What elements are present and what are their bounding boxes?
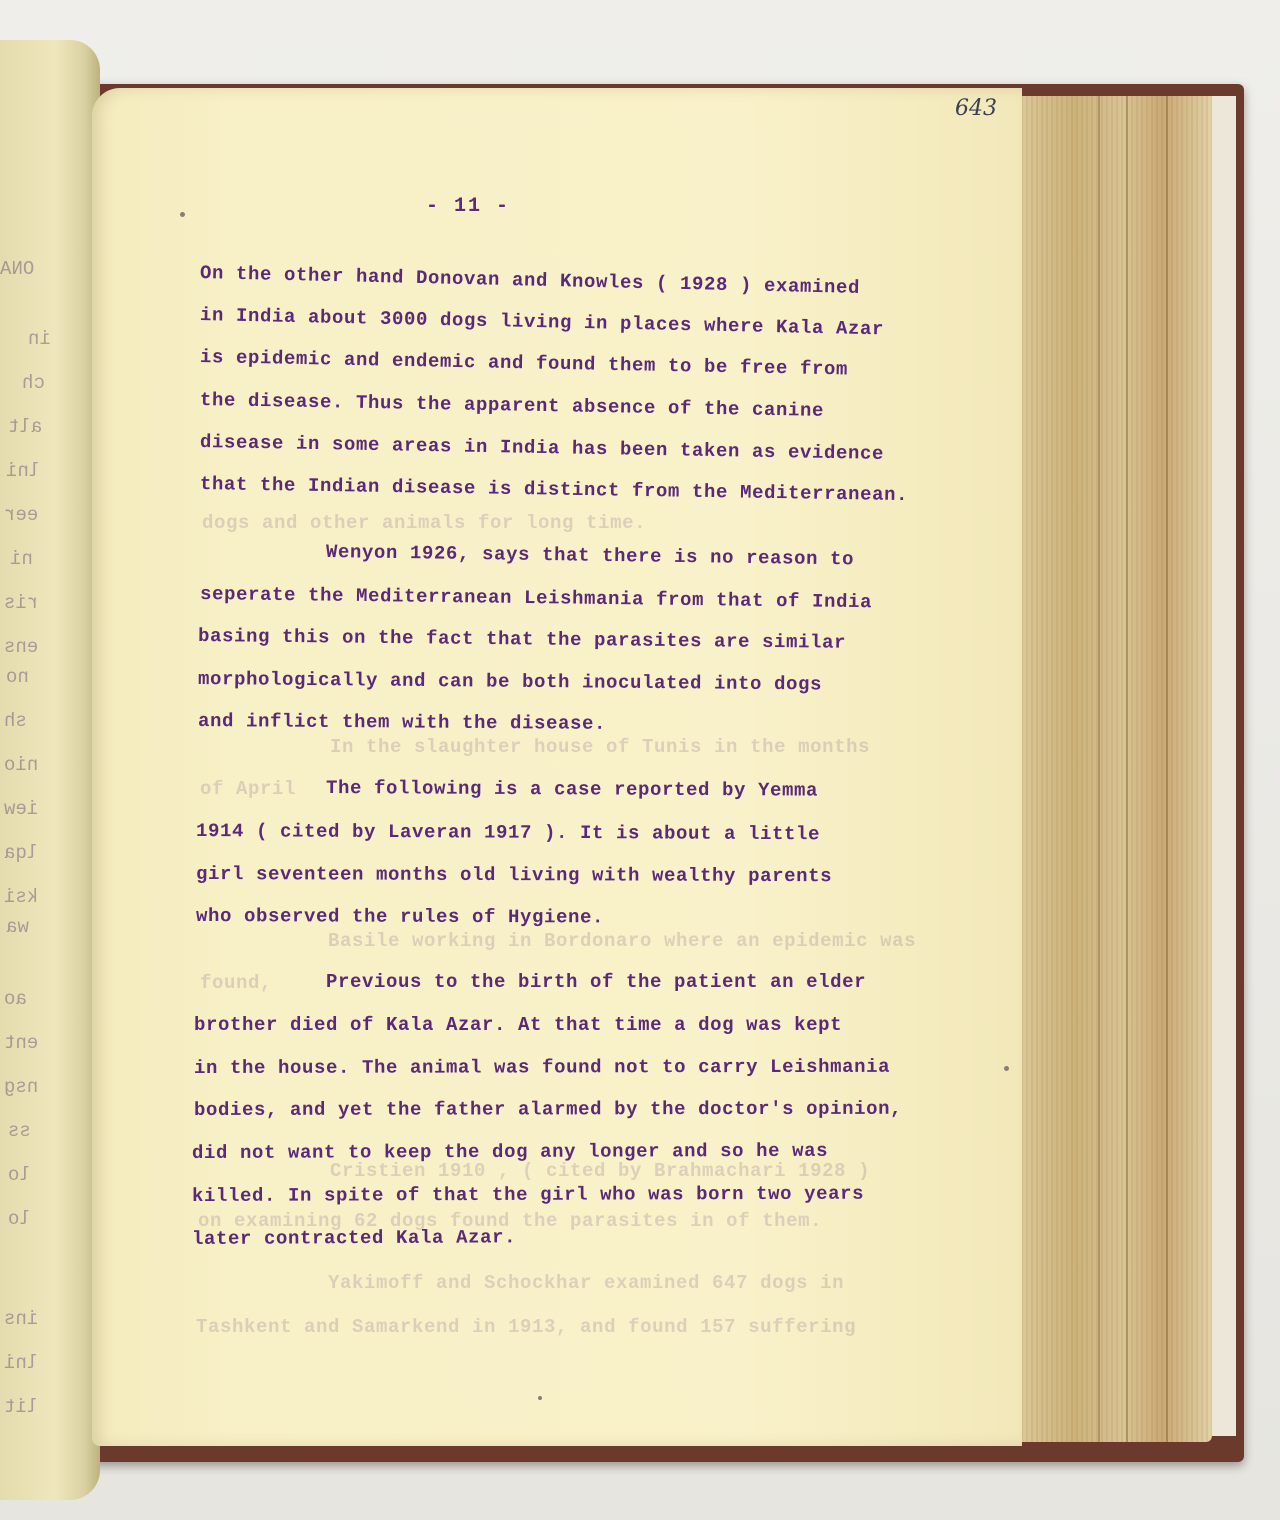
facing-fragment: ens <box>4 636 39 658</box>
text-line: seperate the Mediterranean Leishmania from that of India <box>199 583 873 614</box>
text-line: Wenyon 1926, says that there is no reason to <box>325 541 855 571</box>
bleed-through-line: Cristien 1910 , ( cited by Brahmachari 1928 ) <box>330 1160 871 1182</box>
page-edges <box>1016 96 1212 1442</box>
facing-fragment: wa <box>6 916 29 938</box>
text-line: that the Indian disease is distinct from the Mediterranean. <box>199 473 909 507</box>
edge-band <box>1098 96 1100 1442</box>
text-line: bodies, and yet the father alarmed by the doctor's opinion, <box>193 1097 903 1121</box>
facing-fragment: ONA <box>0 258 35 280</box>
paper-speck <box>1004 1066 1009 1071</box>
edge-band <box>1166 96 1168 1442</box>
text-line: is epidemic and endemic and found them to be free from <box>199 346 849 381</box>
facing-fragment: ksi <box>4 886 39 908</box>
facing-fragment: lo <box>8 1208 31 1230</box>
facing-fragment: ni <box>10 548 33 570</box>
text-line: 1914 ( cited by Laveran 1917 ). It is about a little <box>195 820 821 846</box>
bleed-through-line: dogs and other animals for long time. <box>202 512 647 534</box>
facing-fragment: lqa <box>4 842 39 864</box>
text-line: who observed the rules of Hygiene. <box>195 905 605 929</box>
facing-fragment: ch <box>22 372 45 394</box>
facing-fragment: ins <box>4 1308 39 1330</box>
text-line: brother died of Kala Azar. At that time a dog was kept <box>194 1014 843 1036</box>
bleed-through-line: In the slaughter house of Tunis in the months <box>330 736 871 758</box>
bleed-through-line: Tashkent and Samarkend in 1913, and found 157 suffering <box>196 1316 857 1338</box>
facing-page <box>0 40 100 1500</box>
text-line: girl seventeen months old living with wealthy parents <box>195 863 833 888</box>
bleed-through-line: found, <box>200 972 273 994</box>
facing-fragment: no <box>6 666 29 688</box>
text-line: and inflict them with the disease. <box>197 710 607 735</box>
facing-fragment: eer <box>4 504 39 526</box>
facing-fragment: ent <box>4 1032 39 1054</box>
facing-fragment: in <box>28 328 51 350</box>
text-line: Previous to the birth of the patient an elder <box>326 971 867 993</box>
facing-fragment: lni <box>6 460 41 482</box>
facing-fragment: lni <box>4 1352 39 1374</box>
paper-speck <box>180 212 185 217</box>
bleed-through-line: on examining 62 dogs found the parasites in of them. <box>198 1210 823 1232</box>
facing-fragment: sh <box>4 710 27 732</box>
facing-fragment: lo <box>8 1164 31 1186</box>
text-line: the disease. Thus the apparent absence of the canine <box>199 389 825 422</box>
bleed-through-line: Basile working in Bordonaro where an epidemic was <box>328 930 917 952</box>
facing-fragment: ss <box>8 1120 31 1142</box>
bleed-through-line: of April <box>200 778 297 800</box>
text-line: The following is a case reported by Yemma <box>325 777 819 802</box>
text-line: in the house. The animal was found not to carry Leishmania <box>193 1055 891 1079</box>
paper-speck <box>538 1396 542 1400</box>
text-line: morphologically and can be both inoculated into dogs <box>197 668 823 696</box>
bleed-through-line: Yakimoff and Schockhar examined 647 dogs in <box>328 1272 845 1294</box>
text-line: disease in some areas in India has been taken as evidence <box>199 431 885 465</box>
facing-fragment: nsg <box>4 1076 39 1098</box>
facing-fragment: lit <box>4 1396 39 1418</box>
facing-fragment: ris <box>4 592 39 614</box>
text-line: in India about 3000 dogs living in places where Kala Azar <box>199 304 885 341</box>
facing-fragment: nio <box>4 754 39 776</box>
facing-fragment: iew <box>4 798 39 820</box>
facing-fragment: ao <box>4 988 27 1010</box>
text-line: killed. In spite of that the girl who was born two years <box>191 1182 865 1207</box>
folio-number: 643 <box>955 96 997 121</box>
page-number: - 11 - <box>426 195 511 218</box>
edge-band <box>1126 96 1128 1442</box>
text-line: later contracted Kala Azar. <box>191 1226 517 1250</box>
text-line: basing this on the fact that the parasites are similar <box>197 625 847 654</box>
text-line: did not want to keep the dog any longer and so he was <box>191 1139 829 1164</box>
text-line: On the other hand Donovan and Knowles ( 1928 ) examined <box>199 262 861 299</box>
facing-fragment: alt <box>8 416 43 438</box>
